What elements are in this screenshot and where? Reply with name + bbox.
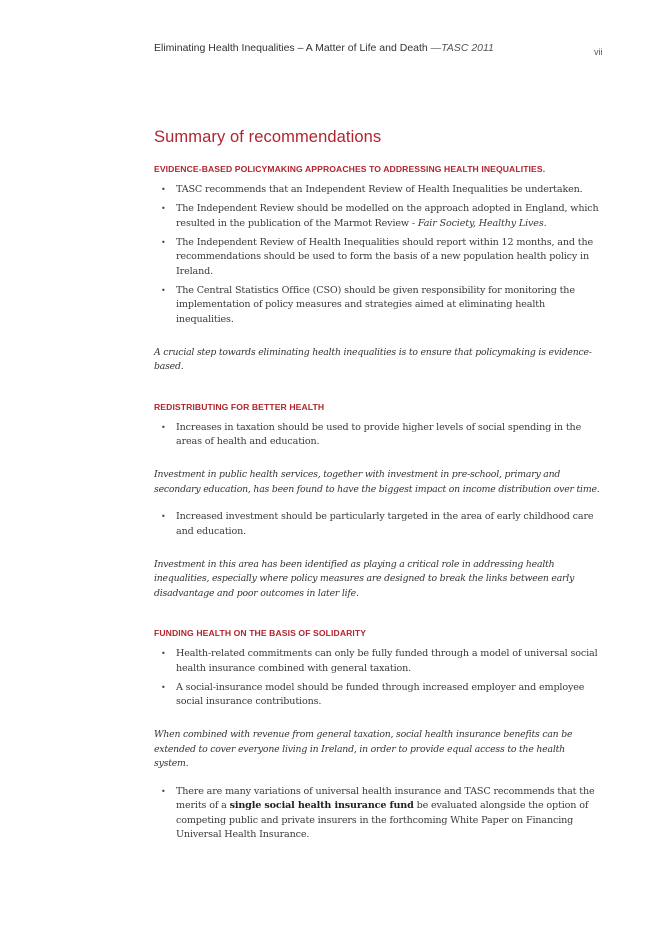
- running-header: [154, 42, 494, 54]
- bullet-list: [154, 421, 602, 450]
- bold-phrase: single social health insurance fund: [229, 800, 414, 811]
- list-item: • The Central Statistics Office (CSO) should be given responsibility for monitoring the implementation of policy measures and strategies aimed at eliminating health inequalities.: [154, 284, 602, 328]
- section-funding-health: [154, 627, 602, 843]
- bullet-list: [154, 785, 602, 843]
- italic-note: Investment in this area has been identified as playing a critical role in addressing health inequalities, especially where policy measures are designed to break the links between early disadvantage and poor outcomes in later life.: [154, 558, 575, 599]
- bullet-list: [154, 510, 602, 539]
- list-item: • The Independent Review of Health Inequalities should report within 12 months, and the recommendations should be used to form the basis of a new population health policy in Ireland.: [154, 236, 602, 280]
- italic-note: A crucial step towards eliminating health inequalities is to ensure that policymaking is evidence-based.: [154, 346, 592, 372]
- header-source: —TASC 2011: [430, 42, 494, 54]
- bullet-list: [154, 647, 602, 710]
- section-title: FUNDING HEALTH ON THE BASIS OF SOLIDARITY: [154, 628, 367, 638]
- list-item: • Health-related commitments can only be fully funded through a model of universal social health insurance combined with general taxation.: [154, 647, 602, 676]
- section-evidence-based: [154, 163, 602, 375]
- section-title: EVIDENCE-BASED POLICYMAKING APPROACHES TO ADDRESSING HEALTH INEQUALITIES.: [154, 164, 546, 174]
- main-content: [154, 128, 602, 847]
- list-item: • Increases in taxation should be used to provide higher levels of social spending in the areas of health and education.: [154, 421, 602, 450]
- list-item: • A social-insurance model should be funded through increased employer and employee social insurance contributions.: [154, 681, 602, 710]
- list-item: • Increased investment should be particularly targeted in the area of early childhood care and education.: [154, 510, 602, 539]
- section-redistributing: [154, 401, 602, 602]
- page-title: Summary of recommendations: [154, 128, 382, 146]
- list-item: • The Independent Review should be modelled on the approach adopted in England, which resulted in the publication of the Marmot Review - Fair Society, Healthy Lives.: [154, 202, 602, 231]
- bullet-list: [154, 183, 602, 327]
- report-title: Fair Society, Healthy Lives.: [417, 217, 547, 229]
- page-number: vii: [594, 47, 603, 57]
- section-title: REDISTRIBUTING FOR BETTER HEALTH: [154, 401, 325, 412]
- italic-note: Investment in public health services, together with investment in pre-school, primary and secondary education, has been found to have the biggest impact on income distribution over time.: [154, 469, 600, 495]
- header-title: Eliminating Health Inequalities – A Matter of Life and Death: [154, 42, 428, 54]
- list-item: • TASC recommends that an Independent Review of Health Inequalities be undertaken.: [154, 183, 602, 198]
- italic-note: When combined with revenue from general taxation, social health insurance benefits can be extended to cover everyone living in Ireland, in order to provide equal access to the health system.: [154, 729, 573, 769]
- list-item: • There are many variations of universal health insurance and TASC recommends that the merits of a single social health insurance fund be evaluated alongside the option of competing public and private insurers in the forthcoming White Paper on Financing Universal Health Insurance.: [154, 785, 602, 843]
